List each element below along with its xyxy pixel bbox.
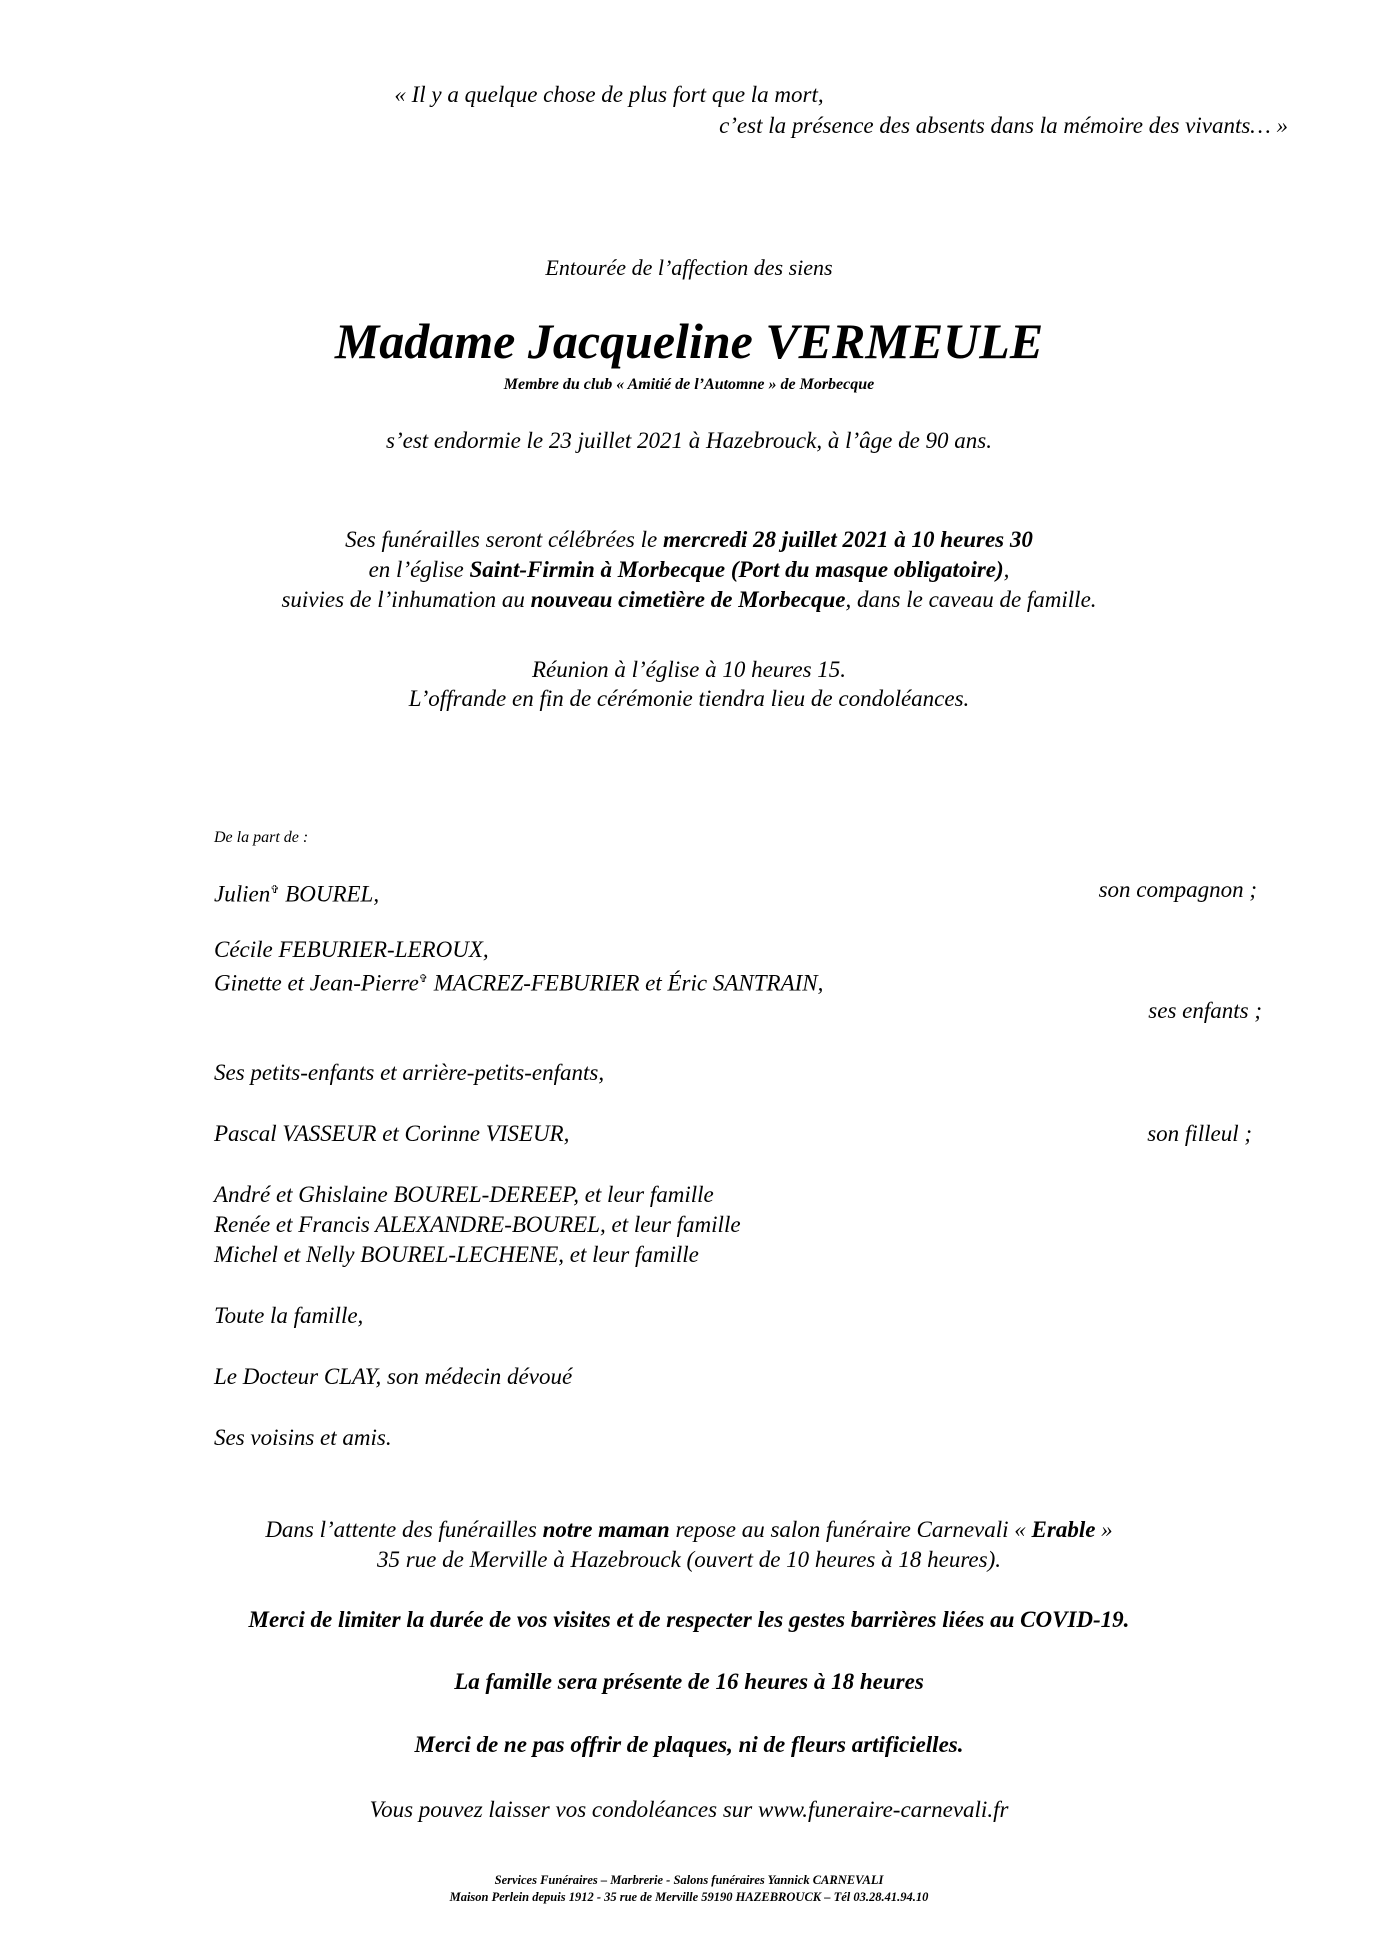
quote-text-2: c’est la présence des absents dans la mémoire des vivants… »: [719, 113, 1288, 138]
quote-text-1: « Il y a quelque chose de plus fort que la mort,: [394, 82, 824, 107]
godson-role: son filleul ;: [1147, 1121, 1252, 1146]
membership-line: Membre du club « Amitié de l’Automne » de Morbecque: [503, 376, 875, 393]
partner-name: Julien✞ BOUREL,: [214, 881, 380, 907]
cross-icon: ✞: [270, 884, 280, 896]
child-2: Ginette et Jean-Pierre✞ MACREZ-FEBURIER et Éric SANTRAIN,: [214, 970, 824, 996]
offering-line: L’offrande en fin de cérémonie tiendra lieu de condoléances.: [408, 686, 970, 711]
deceased-name: Madame Jacqueline VERMEULE: [334, 313, 1044, 369]
children-role: ses enfants ;: [1148, 998, 1262, 1023]
funeral-church: Saint-Firmin à Morbecque (Port du masque obligatoire): [469, 557, 1004, 582]
footer-line-1: Services Funéraires – Marbrerie - Salons funéraires Yannick CARNEVALI: [494, 1873, 884, 1887]
funeral-home-address: 35 rue de Merville à Hazebrouck (ouvert de 10 heures à 18 heures).: [376, 1547, 1002, 1572]
funeral-line-3: suivies de l’inhumation au nouveau cimetière de Morbecque, dans le caveau de famille.: [281, 587, 1097, 612]
funeral-line-2: en l’église Saint-Firmin à Morbecque (Port du masque obligatoire),: [368, 557, 1010, 582]
sibling-family-1: André et Ghislaine BOUREL-DEREEP, et leur famille: [214, 1182, 714, 1207]
grandchildren-line: Ses petits-enfants et arrière-petits-enfants,: [214, 1060, 605, 1085]
godson-names: Pascal VASSEUR et Corinne VISEUR,: [214, 1121, 570, 1146]
funeral-cemetery: nouveau cimetière de Morbecque: [530, 587, 846, 612]
neighbours-line: Ses voisins et amis.: [214, 1425, 392, 1450]
presence-notice: La famille sera présente de 16 heures à 18 heures: [454, 1669, 924, 1694]
partner-role: son compagnon ;: [1098, 877, 1257, 902]
death-announcement: s’est endormie le 23 juillet 2021 à Hazebrouck, à l’âge de 90 ans.: [386, 428, 992, 453]
rest-line: Dans l’attente des funérailles notre maman repose au salon funéraire Carnevali « Erable »: [265, 1517, 1113, 1542]
child-1: Cécile FEBURIER-LEROUX,: [214, 937, 489, 962]
condolences-line: Vous pouvez laisser vos condoléances sur www.funeraire-carnevali.fr: [369, 1797, 1009, 1822]
meeting-line: Réunion à l’église à 10 heures 15.: [531, 657, 847, 682]
whole-family-line: Toute la famille,: [214, 1303, 364, 1328]
doctor-line: Le Docteur CLAY, son médecin dévoué: [214, 1364, 573, 1389]
intro-line: Entourée de l’affection des siens: [545, 255, 833, 280]
sibling-family-2: Renée et Francis ALEXANDRE-BOUREL, et leur famille: [214, 1212, 741, 1237]
covid-notice: Merci de limiter la durée de vos visites et de respecter les gestes barrières liées au COVID-19.: [248, 1607, 1130, 1632]
from-label: De la part de :: [214, 829, 309, 846]
no-plaques-notice: Merci de ne pas offrir de plaques, ni de fleurs artificielles.: [414, 1732, 964, 1757]
quote-line-2: [719, 111, 1288, 141]
footer-line-2: Maison Perlein depuis 1912 - 35 rue de Merville 59190 HAZEBROUCK – Tél 03.28.41.94.10: [449, 1890, 929, 1904]
quote-line-1: [0, 80, 1218, 110]
sibling-family-3: Michel et Nelly BOUREL-LECHENE, et leur famille: [214, 1242, 699, 1267]
cross-icon: ✞: [418, 973, 428, 985]
funeral-date: mercredi 28 juillet 2021 à 10 heures 30: [662, 527, 1033, 552]
funeral-line-1: Ses funérailles seront célébrées le mercredi 28 juillet 2021 à 10 heures 30: [345, 527, 1033, 552]
